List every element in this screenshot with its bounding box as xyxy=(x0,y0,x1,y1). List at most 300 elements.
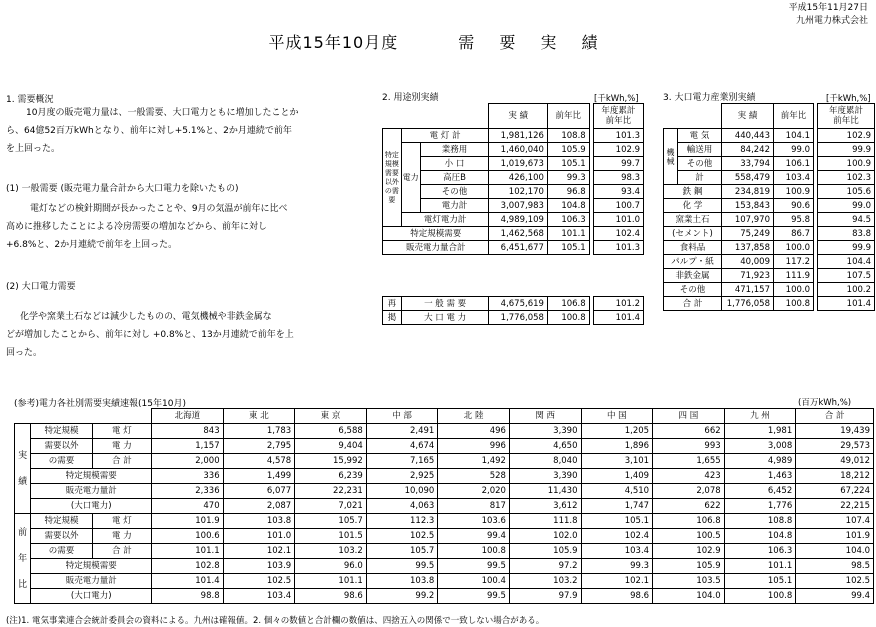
row-actual: 75,249 xyxy=(722,227,774,241)
col-actual: 実 績 xyxy=(722,104,774,129)
company-value: 817 xyxy=(438,499,510,514)
group-label: の需要 xyxy=(31,544,92,559)
footnote: (注)1. 電気事業連合会統計委員会の資料による。九州は確報値。2. 個々の数値と合計欄の数値は、四捨五入の関係で一致しない場合がある。 xyxy=(6,616,545,626)
company-value: 106.8 xyxy=(653,514,725,529)
blank xyxy=(15,409,152,424)
blank xyxy=(383,104,489,129)
row-label: 合 計 xyxy=(664,297,722,311)
company-value: 22,231 xyxy=(295,484,367,499)
company-value: 423 xyxy=(653,469,725,484)
company-value: 29,573 xyxy=(796,439,874,454)
company-value: 101.5 xyxy=(295,529,367,544)
company-value: 107.4 xyxy=(796,514,874,529)
row-yoy: 86.7 xyxy=(774,227,814,241)
company-value: 99.4 xyxy=(796,589,874,604)
company-header: 東 北 xyxy=(223,409,295,424)
row-yoy: 117.2 xyxy=(774,255,814,269)
row-cum: 100.7 xyxy=(593,199,643,213)
section1-sub1-body xyxy=(6,200,370,254)
company-value: 11,430 xyxy=(509,484,581,499)
actual-vertical-label xyxy=(15,424,31,514)
sub-label: 合 計 xyxy=(92,454,151,469)
company-value: 103.8 xyxy=(366,574,438,589)
yoy-vertical-char: 比 xyxy=(18,579,28,590)
vertical-label: 特定規模需要以外の需要 xyxy=(383,129,402,227)
row-yoy: 100.8 xyxy=(774,297,814,311)
group-label: 需要以外 xyxy=(31,439,92,454)
company-value: 2,020 xyxy=(438,484,510,499)
row-yoy: 105.1 xyxy=(547,157,589,171)
ref-unit: (百万kWh,%) xyxy=(798,398,852,408)
company-value: 2,795 xyxy=(223,439,295,454)
row-label: (大口電力) xyxy=(31,499,152,514)
s1-line: 電灯などの検針期間が長かったことや、9月の気温が前年に比べ xyxy=(30,204,288,214)
company-value: 102.0 xyxy=(509,529,581,544)
company-value: 103.5 xyxy=(653,574,725,589)
company-value: 103.9 xyxy=(223,559,295,574)
row-label: 販売電力量計 xyxy=(31,484,152,499)
row-yoy: 104.8 xyxy=(547,199,589,213)
company-value: 49,012 xyxy=(796,454,874,469)
row-actual: 558,479 xyxy=(722,171,774,185)
company-value: 7,165 xyxy=(366,454,438,469)
industry-row xyxy=(664,199,875,213)
row-yoy: 100.0 xyxy=(774,283,814,297)
row-label: その他 xyxy=(678,157,722,171)
s1-line: を上回った。 xyxy=(6,144,61,154)
row-yoy: 106.1 xyxy=(774,157,814,171)
company-value: 6,077 xyxy=(223,484,295,499)
s1-line: 高めに推移したことによる冷房需要の増加などから、前年に対し xyxy=(6,222,268,232)
section1-sub2: (2) 大口電力需要 xyxy=(6,282,76,292)
company-value: 996 xyxy=(438,439,510,454)
industry-row xyxy=(664,297,875,311)
company-row xyxy=(15,529,874,544)
row-actual: 84,242 xyxy=(722,143,774,157)
company-value: 105.1 xyxy=(724,574,796,589)
company-value: 98.5 xyxy=(796,559,874,574)
company-value: 102.5 xyxy=(366,529,438,544)
power-label: 電力 xyxy=(401,143,420,213)
company-header: 関 西 xyxy=(509,409,581,424)
section1-heading: 1. 需要概況 xyxy=(6,95,54,105)
group-label: 特定規模 xyxy=(31,424,92,439)
yoy-vertical-char: 前 xyxy=(18,527,28,538)
row-label: 輸送用 xyxy=(678,143,722,157)
company-value: 97.2 xyxy=(509,559,581,574)
company-value: 2,925 xyxy=(366,469,438,484)
row-label: 電灯電力計 xyxy=(401,213,489,227)
company-value: 111.8 xyxy=(509,514,581,529)
company-value: 1,157 xyxy=(152,439,224,454)
company-value: 105.9 xyxy=(653,559,725,574)
company-value: 112.3 xyxy=(366,514,438,529)
company-value: 104.8 xyxy=(724,529,796,544)
row-actual: 40,009 xyxy=(722,255,774,269)
company-value: 1,492 xyxy=(438,454,510,469)
company-value: 96.0 xyxy=(295,559,367,574)
industry-row xyxy=(664,283,875,297)
company-value: 100.5 xyxy=(653,529,725,544)
company-value: 105.9 xyxy=(509,544,581,559)
company-header: 中 部 xyxy=(366,409,438,424)
row-actual: 4,989,109 xyxy=(489,213,547,227)
row-yoy: 105.1 xyxy=(547,241,589,255)
ref-heading: (参考)電力各社別需要実績速報(15年10月) xyxy=(14,399,186,409)
row-cum: 99.0 xyxy=(818,199,875,213)
company-value: 100.8 xyxy=(724,589,796,604)
company-value: 4,650 xyxy=(509,439,581,454)
company-value: 1,981 xyxy=(724,424,796,439)
company-value: 103.2 xyxy=(295,544,367,559)
company-value: 102.1 xyxy=(223,544,295,559)
row-actual: 234,819 xyxy=(722,185,774,199)
row-label: パルプ・紙 xyxy=(664,255,722,269)
report-date-block xyxy=(789,2,868,28)
company-value: 843 xyxy=(152,424,224,439)
company-value: 102.5 xyxy=(223,574,295,589)
s1-line: ら、64億52百万kWhとなり、前年に対し+5.1%と、2か月連続で前年 xyxy=(6,126,292,136)
row-label: 一 般 需 要 xyxy=(401,297,489,311)
company-value: 101.9 xyxy=(152,514,224,529)
row-label: 高圧B xyxy=(420,171,489,185)
s1-line: 化学や窯業土石などは減少したものの、電気機械や非鉄金属な xyxy=(20,312,272,322)
row-label: 大 口 電 力 xyxy=(401,311,489,325)
company-value: 97.9 xyxy=(509,589,581,604)
row-actual: 471,157 xyxy=(722,283,774,297)
row-label: その他 xyxy=(664,283,722,297)
row-cum: 83.8 xyxy=(818,227,875,241)
company-value: 1,655 xyxy=(653,454,725,469)
row-cum: 102.9 xyxy=(818,129,875,143)
col-actual: 実 績 xyxy=(489,104,547,129)
company-row xyxy=(15,454,874,469)
company-value: 103.2 xyxy=(509,574,581,589)
row-label: 電 灯 計 xyxy=(401,129,489,143)
row-cum: 99.9 xyxy=(818,143,875,157)
sub-label: 電 力 xyxy=(92,439,151,454)
row-label: (大口電力) xyxy=(31,589,152,604)
row-actual: 1,460,040 xyxy=(489,143,547,157)
group-label: の需要 xyxy=(31,454,92,469)
industry-row xyxy=(664,227,875,241)
col-yoy: 前年比 xyxy=(547,104,589,129)
row-yoy: 90.6 xyxy=(774,199,814,213)
company-value: 3,008 xyxy=(724,439,796,454)
row-yoy: 100.9 xyxy=(774,185,814,199)
saikei-table xyxy=(382,296,644,325)
company-value: 1,409 xyxy=(581,469,653,484)
company-value: 98.6 xyxy=(581,589,653,604)
company-value: 99.5 xyxy=(438,559,510,574)
row-actual: 153,843 xyxy=(722,199,774,213)
industry-table xyxy=(663,103,875,311)
company-row xyxy=(15,559,874,574)
company-value: 101.0 xyxy=(223,529,295,544)
company-value: 6,452 xyxy=(724,484,796,499)
row-yoy: 106.3 xyxy=(547,213,589,227)
company-row xyxy=(15,514,874,529)
company-row xyxy=(15,574,874,589)
row-yoy: 105.9 xyxy=(547,143,589,157)
row-yoy: 96.8 xyxy=(547,185,589,199)
report-date: 平成15年11月27日 xyxy=(788,3,868,13)
row-cum: 102.3 xyxy=(818,171,875,185)
row-actual: 4,675,619 xyxy=(489,297,547,311)
company-value: 2,336 xyxy=(152,484,224,499)
company-value: 22,215 xyxy=(796,499,874,514)
company-value: 105.7 xyxy=(295,514,367,529)
actual-vertical-char: 績 xyxy=(18,476,28,487)
row-yoy: 99.0 xyxy=(774,143,814,157)
group-label: 特定規模 xyxy=(31,514,92,529)
company-value: 98.6 xyxy=(295,589,367,604)
company-value: 496 xyxy=(438,424,510,439)
row-label: その他 xyxy=(420,185,489,199)
company-value: 1,205 xyxy=(581,424,653,439)
company-row xyxy=(15,439,874,454)
s1-line: どが増加したことから、前年に対し +0.8%と、13か月連続で前年を上 xyxy=(6,330,294,340)
row-cum: 98.3 xyxy=(593,171,643,185)
company-value: 101.1 xyxy=(295,574,367,589)
row-actual: 3,007,983 xyxy=(489,199,547,213)
industry-row xyxy=(664,213,875,227)
company-value: 105.7 xyxy=(366,544,438,559)
row-cum: 105.6 xyxy=(818,185,875,199)
actual-vertical-char: 実 xyxy=(18,450,28,461)
company-value: 104.0 xyxy=(653,589,725,604)
industry-row xyxy=(664,185,875,199)
row-label: 食料品 xyxy=(664,241,722,255)
row-actual: 71,923 xyxy=(722,269,774,283)
title-period: 平成15年10月度 xyxy=(268,33,399,52)
company-value: 1,747 xyxy=(581,499,653,514)
sub-label: 電 灯 xyxy=(92,514,151,529)
row-label: 特定規模需要 xyxy=(383,227,489,241)
company-header: 合 計 xyxy=(796,409,874,424)
row-cum: 99.9 xyxy=(818,241,875,255)
company-header: 北 陸 xyxy=(438,409,510,424)
row-yoy: 100.8 xyxy=(547,311,589,325)
company-value: 103.8 xyxy=(223,514,295,529)
row-label: 特定規模需要 xyxy=(31,559,152,574)
company-value: 1,783 xyxy=(223,424,295,439)
company-value: 100.8 xyxy=(438,544,510,559)
yoy-vertical-char: 年 xyxy=(18,553,28,564)
section1-sub2-body xyxy=(6,308,370,362)
industry-row xyxy=(664,255,875,269)
company-table xyxy=(14,408,874,604)
company-value: 102.9 xyxy=(653,544,725,559)
company-value: 3,390 xyxy=(509,469,581,484)
row-label: 業務用 xyxy=(420,143,489,157)
company-value: 1,896 xyxy=(581,439,653,454)
company-value: 99.2 xyxy=(366,589,438,604)
company-value: 105.1 xyxy=(581,514,653,529)
company-row xyxy=(15,484,874,499)
company-value: 99.5 xyxy=(438,589,510,604)
company-value: 106.3 xyxy=(724,544,796,559)
row-cum: 100.2 xyxy=(818,283,875,297)
company-row xyxy=(15,469,874,484)
row-actual: 1,019,673 xyxy=(489,157,547,171)
company-header: 九 州 xyxy=(724,409,796,424)
row-cum: 93.4 xyxy=(593,185,643,199)
company-value: 2,078 xyxy=(653,484,725,499)
company-value: 102.4 xyxy=(581,529,653,544)
company-value: 470 xyxy=(152,499,224,514)
company-value: 2,491 xyxy=(366,424,438,439)
row-cum: 101.2 xyxy=(593,297,643,311)
row-cum: 101.3 xyxy=(593,129,643,143)
row-label: 電 気 xyxy=(678,129,722,143)
company-value: 101.9 xyxy=(796,529,874,544)
company-row xyxy=(15,499,874,514)
company-row xyxy=(15,424,874,439)
company-value: 7,021 xyxy=(295,499,367,514)
company-row xyxy=(15,544,874,559)
company-name: 九州電力株式会社 xyxy=(795,16,868,26)
company-value: 6,239 xyxy=(295,469,367,484)
row-cum: 101.4 xyxy=(818,297,875,311)
row-actual: 1,776,058 xyxy=(722,297,774,311)
company-value: 102.1 xyxy=(581,574,653,589)
company-value: 3,101 xyxy=(581,454,653,469)
company-value: 10,090 xyxy=(366,484,438,499)
company-header: 北海道 xyxy=(152,409,224,424)
s1-line: 10月度の販売電力量は、一般需要、大口電力ともに増加したことか xyxy=(26,108,299,118)
company-value: 622 xyxy=(653,499,725,514)
company-value: 4,063 xyxy=(366,499,438,514)
usage-table xyxy=(382,103,644,255)
row-label: 電力計 xyxy=(420,199,489,213)
company-row xyxy=(15,589,874,604)
row-yoy: 111.9 xyxy=(774,269,814,283)
row-cum: 101.3 xyxy=(593,241,643,255)
company-value: 4,674 xyxy=(366,439,438,454)
company-value: 100.6 xyxy=(152,529,224,544)
company-value: 19,439 xyxy=(796,424,874,439)
company-value: 1,776 xyxy=(724,499,796,514)
company-value: 100.4 xyxy=(438,574,510,589)
sub-label: 合 計 xyxy=(92,544,151,559)
row-label: 化 学 xyxy=(664,199,722,213)
row-label: 窯業土石 xyxy=(664,213,722,227)
company-header: 四 国 xyxy=(653,409,725,424)
row-actual: 426,100 xyxy=(489,171,547,185)
row-actual: 6,451,677 xyxy=(489,241,547,255)
row-label: 特定規模需要 xyxy=(31,469,152,484)
row-label: 販売電力量計 xyxy=(31,574,152,589)
company-value: 104.0 xyxy=(796,544,874,559)
sub-label: 電 灯 xyxy=(92,424,151,439)
company-value: 67,224 xyxy=(796,484,874,499)
row-actual: 1,462,568 xyxy=(489,227,547,241)
company-value: 4,989 xyxy=(724,454,796,469)
company-value: 103.6 xyxy=(438,514,510,529)
row-cum: 99.7 xyxy=(593,157,643,171)
row-yoy: 99.3 xyxy=(547,171,589,185)
company-value: 103.4 xyxy=(581,544,653,559)
col-cum: 年度累計 前年比 xyxy=(818,104,875,129)
row-actual: 107,970 xyxy=(722,213,774,227)
section3-unit: [千kWh,%] xyxy=(826,94,871,104)
company-value: 336 xyxy=(152,469,224,484)
company-value: 99.5 xyxy=(366,559,438,574)
company-value: 99.3 xyxy=(581,559,653,574)
section1-sub1: (1) 一般需要 (販売電力量合計から大口電力を除いたもの) xyxy=(6,184,239,194)
row-cum: 100.9 xyxy=(818,157,875,171)
row-actual: 1,776,058 xyxy=(489,311,547,325)
row-label: 計 xyxy=(678,171,722,185)
company-value: 3,390 xyxy=(509,424,581,439)
company-value: 8,040 xyxy=(509,454,581,469)
company-value: 662 xyxy=(653,424,725,439)
company-value: 2,087 xyxy=(223,499,295,514)
yoy-vertical-label xyxy=(15,514,31,604)
row-cum: 94.5 xyxy=(818,213,875,227)
row-yoy: 103.4 xyxy=(774,171,814,185)
saikei-label: 再 xyxy=(383,297,402,311)
company-value: 993 xyxy=(653,439,725,454)
company-value: 101.1 xyxy=(152,544,224,559)
company-value: 1,499 xyxy=(223,469,295,484)
company-value: 98.8 xyxy=(152,589,224,604)
page-title xyxy=(0,30,876,53)
row-cum: 102.4 xyxy=(593,227,643,241)
company-value: 101.1 xyxy=(724,559,796,574)
row-yoy: 100.0 xyxy=(774,241,814,255)
row-label: 小 口 xyxy=(420,157,489,171)
company-value: 2,000 xyxy=(152,454,224,469)
company-value: 4,510 xyxy=(581,484,653,499)
row-yoy: 106.8 xyxy=(547,297,589,311)
company-value: 1,463 xyxy=(724,469,796,484)
company-value: 102.5 xyxy=(796,574,874,589)
row-yoy: 104.1 xyxy=(774,129,814,143)
row-label: 販売電力量合計 xyxy=(383,241,489,255)
company-value: 528 xyxy=(438,469,510,484)
group-label: 需要以外 xyxy=(31,529,92,544)
row-actual: 137,858 xyxy=(722,241,774,255)
row-cum: 104.4 xyxy=(818,255,875,269)
company-value: 101.4 xyxy=(152,574,224,589)
row-cum: 101.4 xyxy=(593,311,643,325)
company-value: 6,588 xyxy=(295,424,367,439)
section2-heading: 2. 用途別実績 xyxy=(382,93,439,103)
company-header: 東 京 xyxy=(295,409,367,424)
row-yoy: 95.8 xyxy=(774,213,814,227)
row-actual: 1,981,126 xyxy=(489,129,547,143)
industry-row xyxy=(664,269,875,283)
company-header: 中 国 xyxy=(581,409,653,424)
sub-label: 電 力 xyxy=(92,529,151,544)
company-value: 3,612 xyxy=(509,499,581,514)
company-value: 18,212 xyxy=(796,469,874,484)
col-yoy: 前年比 xyxy=(774,104,814,129)
title-main: 需 要 実 績 xyxy=(458,33,608,52)
row-label: 鉄 鋼 xyxy=(664,185,722,199)
col-cum: 年度累計 前年比 xyxy=(593,104,643,129)
row-cum: 107.5 xyxy=(818,269,875,283)
saikei-label: 掲 xyxy=(383,311,402,325)
industry-rows xyxy=(664,185,875,311)
row-yoy: 101.1 xyxy=(547,227,589,241)
row-cum: 102.9 xyxy=(593,143,643,157)
row-label: (セメント) xyxy=(664,227,722,241)
s1-line: 回った。 xyxy=(6,348,43,358)
company-value: 4,578 xyxy=(223,454,295,469)
